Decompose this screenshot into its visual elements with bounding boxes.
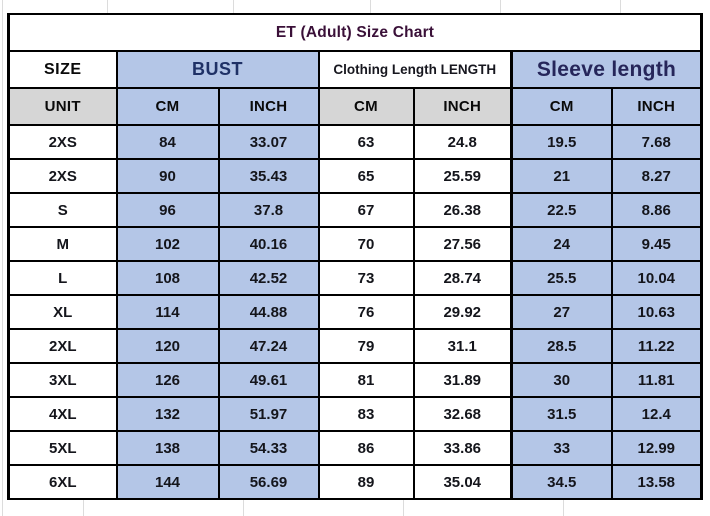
value-cell: 11.22 bbox=[612, 329, 702, 363]
table-row bbox=[9, 397, 702, 431]
value-cell: 86 bbox=[319, 431, 414, 465]
value-cell: 84 bbox=[117, 125, 219, 159]
sheet-gridline bbox=[403, 500, 404, 516]
column-group-bust: BUST bbox=[117, 51, 319, 88]
value-cell: 33.86 bbox=[414, 431, 512, 465]
column-group-clothing-length: Clothing Length LENGTH bbox=[319, 51, 512, 88]
value-cell: 49.61 bbox=[219, 363, 319, 397]
value-cell: 25.5 bbox=[512, 261, 612, 295]
value-cell: 79 bbox=[319, 329, 414, 363]
value-cell: 11.81 bbox=[612, 363, 702, 397]
sheet-gridline bbox=[2, 0, 3, 516]
value-cell: 56.69 bbox=[219, 465, 319, 499]
table-row bbox=[9, 363, 702, 397]
value-cell: 29.92 bbox=[414, 295, 512, 329]
value-cell: 25.59 bbox=[414, 159, 512, 193]
size-cell: 6XL bbox=[9, 465, 117, 499]
value-cell: 138 bbox=[117, 431, 219, 465]
value-cell: 47.24 bbox=[219, 329, 319, 363]
value-cell: 12.99 bbox=[612, 431, 702, 465]
sleeve-inch-header: INCH bbox=[612, 88, 702, 125]
sleeve-cm-header: CM bbox=[512, 88, 612, 125]
table-row bbox=[9, 329, 702, 363]
size-table-body bbox=[9, 125, 702, 499]
value-cell: 120 bbox=[117, 329, 219, 363]
value-cell: 28.74 bbox=[414, 261, 512, 295]
value-cell: 12.4 bbox=[612, 397, 702, 431]
column-group-size: SIZE bbox=[9, 51, 117, 88]
size-cell: L bbox=[9, 261, 117, 295]
size-cell: 4XL bbox=[9, 397, 117, 431]
value-cell: 10.04 bbox=[612, 261, 702, 295]
value-cell: 35.04 bbox=[414, 465, 512, 499]
length-cm-header: CM bbox=[319, 88, 414, 125]
value-cell: 70 bbox=[319, 227, 414, 261]
value-cell: 144 bbox=[117, 465, 219, 499]
value-cell: 67 bbox=[319, 193, 414, 227]
table-row bbox=[9, 125, 702, 159]
value-cell: 30 bbox=[512, 363, 612, 397]
value-cell: 31.1 bbox=[414, 329, 512, 363]
value-cell: 96 bbox=[117, 193, 219, 227]
length-inch-header: INCH bbox=[414, 88, 512, 125]
size-cell: 5XL bbox=[9, 431, 117, 465]
value-cell: 73 bbox=[319, 261, 414, 295]
value-cell: 81 bbox=[319, 363, 414, 397]
value-cell: 126 bbox=[117, 363, 219, 397]
sheet-gridline bbox=[107, 0, 108, 13]
value-cell: 21 bbox=[512, 159, 612, 193]
size-cell: 2XL bbox=[9, 329, 117, 363]
value-cell: 40.16 bbox=[219, 227, 319, 261]
value-cell: 102 bbox=[117, 227, 219, 261]
value-cell: 108 bbox=[117, 261, 219, 295]
value-cell: 26.38 bbox=[414, 193, 512, 227]
value-cell: 42.52 bbox=[219, 261, 319, 295]
value-cell: 65 bbox=[319, 159, 414, 193]
value-cell: 51.97 bbox=[219, 397, 319, 431]
bust-cm-header: CM bbox=[117, 88, 219, 125]
value-cell: 27 bbox=[512, 295, 612, 329]
table-row bbox=[9, 193, 702, 227]
value-cell: 22.5 bbox=[512, 193, 612, 227]
unit-header: UNIT bbox=[9, 88, 117, 125]
value-cell: 89 bbox=[319, 465, 414, 499]
value-cell: 8.86 bbox=[612, 193, 702, 227]
sheet-gridline bbox=[83, 500, 84, 516]
value-cell: 63 bbox=[319, 125, 414, 159]
table-row bbox=[9, 431, 702, 465]
sheet-gridline bbox=[620, 0, 621, 13]
table-row bbox=[9, 261, 702, 295]
size-cell: 3XL bbox=[9, 363, 117, 397]
size-cell: 2XS bbox=[9, 125, 117, 159]
value-cell: 28.5 bbox=[512, 329, 612, 363]
value-cell: 32.68 bbox=[414, 397, 512, 431]
value-cell: 33.07 bbox=[219, 125, 319, 159]
sheet-gridline bbox=[563, 500, 564, 516]
value-cell: 10.63 bbox=[612, 295, 702, 329]
value-cell: 8.27 bbox=[612, 159, 702, 193]
sheet-gridline bbox=[500, 0, 501, 13]
value-cell: 7.68 bbox=[612, 125, 702, 159]
size-cell: XL bbox=[9, 295, 117, 329]
value-cell: 114 bbox=[117, 295, 219, 329]
table-row bbox=[9, 159, 702, 193]
size-cell: S bbox=[9, 193, 117, 227]
value-cell: 19.5 bbox=[512, 125, 612, 159]
size-cell: 2XS bbox=[9, 159, 117, 193]
value-cell: 44.88 bbox=[219, 295, 319, 329]
value-cell: 90 bbox=[117, 159, 219, 193]
bust-inch-header: INCH bbox=[219, 88, 319, 125]
value-cell: 27.56 bbox=[414, 227, 512, 261]
value-cell: 37.8 bbox=[219, 193, 319, 227]
value-cell: 9.45 bbox=[612, 227, 702, 261]
table-row bbox=[9, 295, 702, 329]
sheet-gridline bbox=[243, 500, 244, 516]
value-cell: 34.5 bbox=[512, 465, 612, 499]
size-chart-table bbox=[7, 13, 703, 500]
value-cell: 83 bbox=[319, 397, 414, 431]
value-cell: 132 bbox=[117, 397, 219, 431]
value-cell: 33 bbox=[512, 431, 612, 465]
value-cell: 24 bbox=[512, 227, 612, 261]
value-cell: 35.43 bbox=[219, 159, 319, 193]
value-cell: 24.8 bbox=[414, 125, 512, 159]
value-cell: 13.58 bbox=[612, 465, 702, 499]
value-cell: 31.5 bbox=[512, 397, 612, 431]
value-cell: 31.89 bbox=[414, 363, 512, 397]
value-cell: 54.33 bbox=[219, 431, 319, 465]
sheet-gridline bbox=[370, 0, 371, 13]
chart-title: ET (Adult) Size Chart bbox=[9, 14, 702, 51]
size-cell: M bbox=[9, 227, 117, 261]
value-cell: 76 bbox=[319, 295, 414, 329]
column-group-sleeve-length: Sleeve length bbox=[512, 51, 702, 88]
sheet-gridline bbox=[233, 0, 234, 13]
table-row bbox=[9, 227, 702, 261]
table-row bbox=[9, 465, 702, 499]
